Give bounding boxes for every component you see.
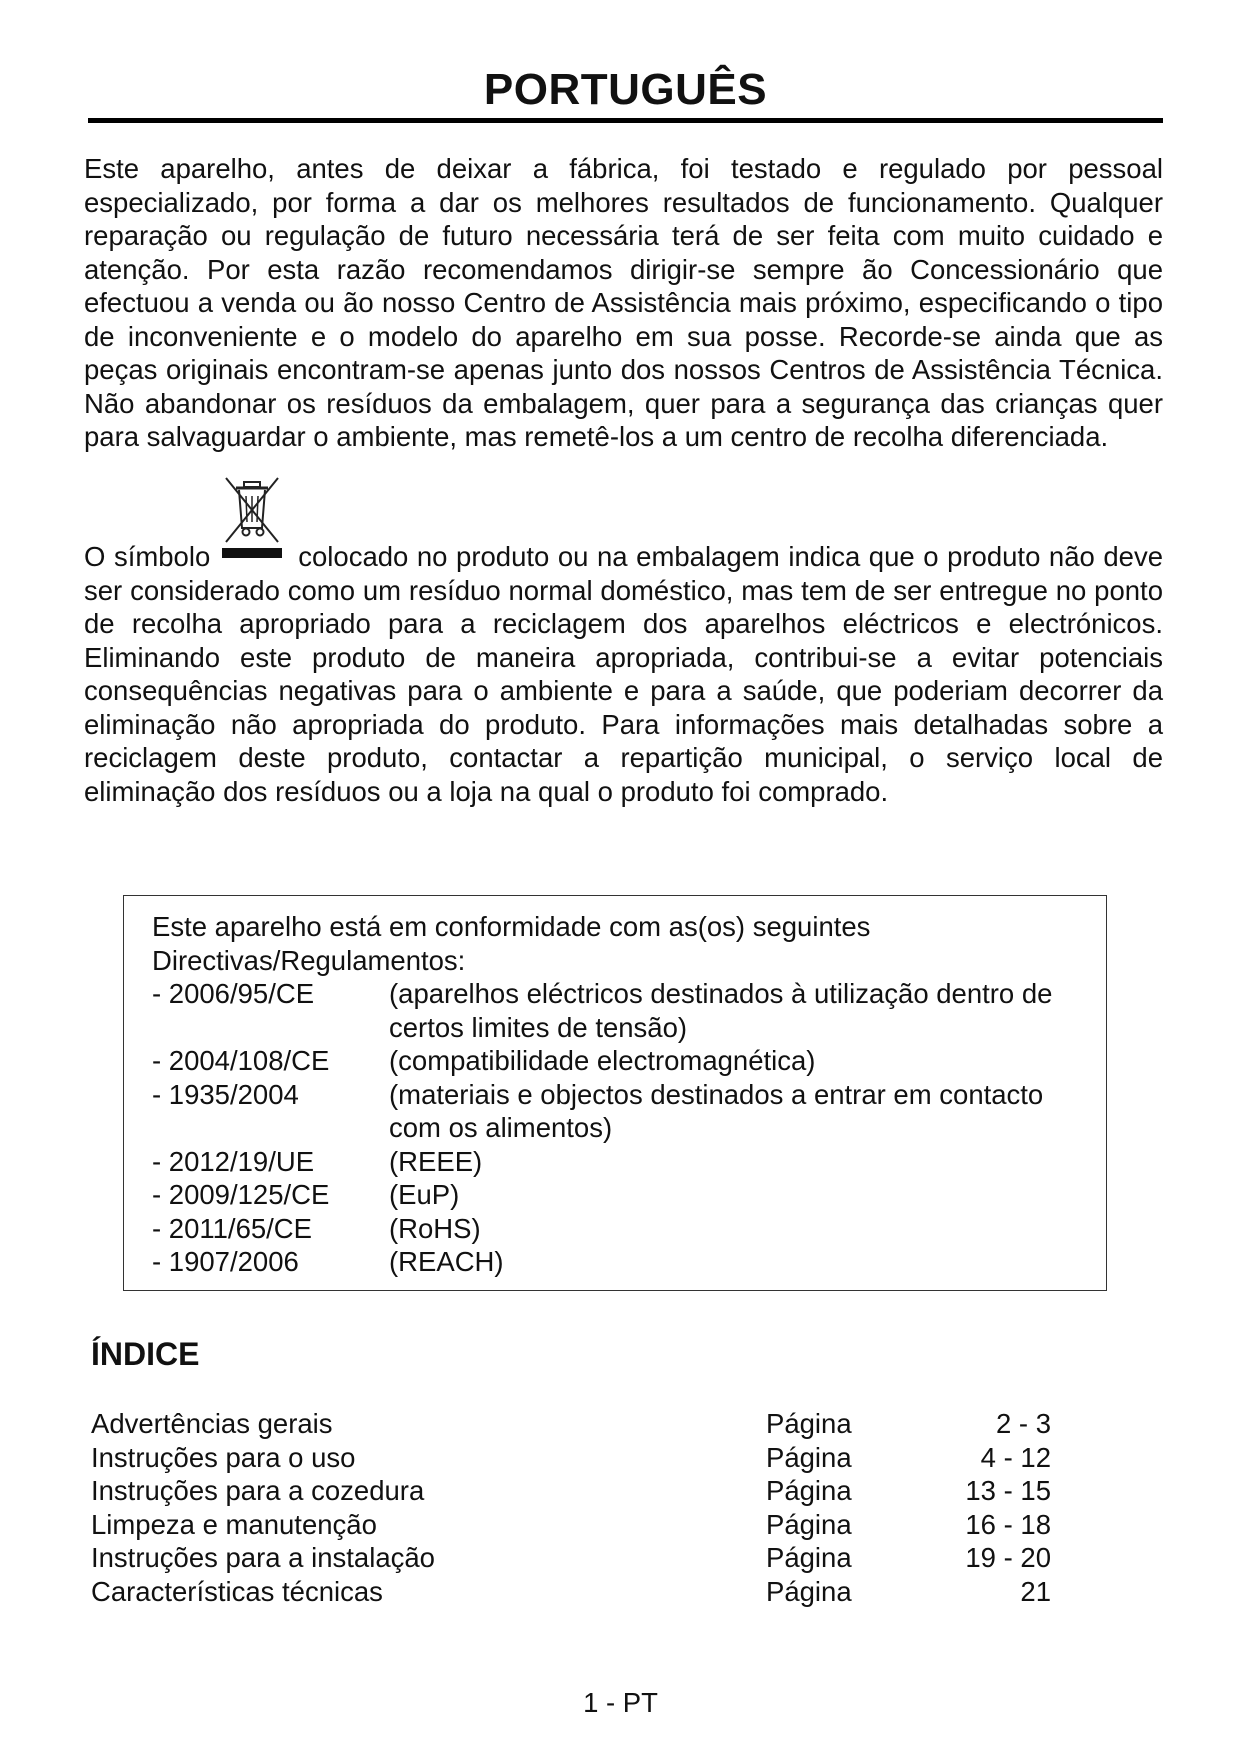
toc-page-range: 4 - 12 (980, 1441, 1051, 1473)
toc-page-word: Página (766, 1575, 852, 1607)
toc-page-word: Página (766, 1475, 852, 1506)
compliance-intro: Este aparelho está em conformidade com as(os) seguintes Directivas/Regulamentos: (152, 911, 871, 976)
directive-code: - 2009/125/CE (152, 1179, 330, 1210)
directive-row (152, 977, 1092, 1044)
directive-description: (materiais e objectos destinados a entrar em contacto com os alimentos) (389, 1078, 1044, 1143)
directive-code: - 1907/2006 (152, 1246, 299, 1277)
directive-code: - 2012/19/UE (152, 1145, 315, 1177)
directive-row (152, 1212, 1092, 1246)
toc-label: Instruções para a instalação (91, 1542, 435, 1573)
toc-row (91, 1441, 1051, 1475)
toc-page-word: Página (766, 1441, 852, 1473)
directive-description: (REACH) (389, 1246, 504, 1277)
directive-description: (aparelhos eléctricos destinados à utilização dentro de certos limites de tensão) (389, 978, 1053, 1043)
directive-code: - 1935/2004 (152, 1078, 299, 1110)
page-number: 1 - PT (583, 1687, 658, 1718)
toc-page-range: 21 (1020, 1575, 1051, 1607)
crossed-out-wheelie-bin-icon (214, 538, 290, 566)
table-of-contents (91, 1407, 1051, 1608)
toc-page-word: Página (766, 1508, 852, 1540)
toc-label: Limpeza e manutenção (91, 1508, 377, 1540)
symbol-paragraph-body: colocado no produto ou na embalagem indica que o produto não deve ser considerado como um resíduo normal doméstico, mas tem de ser entregue no ponto de recolha apropriado para a reciclagem dos aparelhos eléctricos e electrónicos. Eliminando este produto de maneira apropriada, contribui-se a evitar potenciais consequências negativas para o ambiente e para a saúde, que poderiam decorrer da eliminação não apropriada do produto. Para informações mais detalhadas sobre a reciclagem deste produto, contactar a repartição municipal, o serviço local de eliminação dos resíduos ou a loja na qual o produto foi comprado. (84, 541, 1163, 807)
symbol-paragraph (84, 538, 1163, 808)
directive-row (152, 1245, 1092, 1279)
directive-description: (RoHS) (389, 1212, 481, 1244)
toc-page-range: 16 - 18 (965, 1508, 1051, 1540)
directive-row (152, 1078, 1092, 1145)
directive-list (152, 977, 1092, 1279)
directive-code: - 2011/65/CE (152, 1212, 313, 1244)
page-title: PORTUGUÊS (483, 65, 768, 114)
symbol-paragraph-lead: O símbolo (84, 541, 211, 572)
directive-description: (REEE) (389, 1145, 483, 1177)
toc-page-range: 13 - 15 (965, 1475, 1051, 1506)
directive-description: (EuP) (389, 1179, 460, 1210)
toc-row (91, 1407, 1051, 1441)
title-underline (88, 118, 1163, 123)
directive-description: (compatibilidade electromagnética) (389, 1045, 816, 1076)
toc-page-word: Página (766, 1542, 852, 1573)
directive-row (152, 1178, 1092, 1212)
toc-page-range: 2 - 3 (995, 1408, 1051, 1439)
index-heading: ÍNDICE (91, 1336, 200, 1372)
directive-code: - 2004/108/CE (152, 1045, 330, 1076)
toc-label: Características técnicas (91, 1575, 383, 1607)
toc-label: Instruções para a cozedura (91, 1475, 425, 1506)
intro-paragraph: Este aparelho, antes de deixar a fábrica, foi testado e regulado por pessoal especializado, por forma a dar os melhores resultados de funcionamento. Qualquer reparação ou regulação de futuro necessária terá de ser feita com muito cuidado e atenção. Por esta razão recomendamos dirigir-se sempre ão Concessionário que efectuou a venda ou ão nosso Centro de Assistência mais próximo, especificando o tipo de inconveniente e o modelo do aparelho em sua posse. Recorde-se ainda que as peças originais encontram-se apenas junto dos nossos Centros de Assistência Técnica. Não abandonar os resíduos da embalagem, quer para a segurança das crianças quer para salvaguardar o ambiente, mas remetê-los a um centro de recolha diferenciada. (84, 153, 1163, 452)
toc-label: Advertências gerais (91, 1408, 333, 1439)
toc-page-range: 19 - 20 (965, 1542, 1051, 1573)
directive-row (152, 1145, 1092, 1179)
toc-row (91, 1541, 1051, 1575)
compliance-box (123, 895, 1107, 1291)
toc-row (91, 1474, 1051, 1508)
toc-page-word: Página (766, 1408, 852, 1439)
directive-code: - 2006/95/CE (152, 978, 315, 1009)
toc-row (91, 1508, 1051, 1542)
toc-row (91, 1575, 1051, 1609)
directive-row (152, 1044, 1092, 1078)
toc-label: Instruções para o uso (91, 1441, 356, 1473)
